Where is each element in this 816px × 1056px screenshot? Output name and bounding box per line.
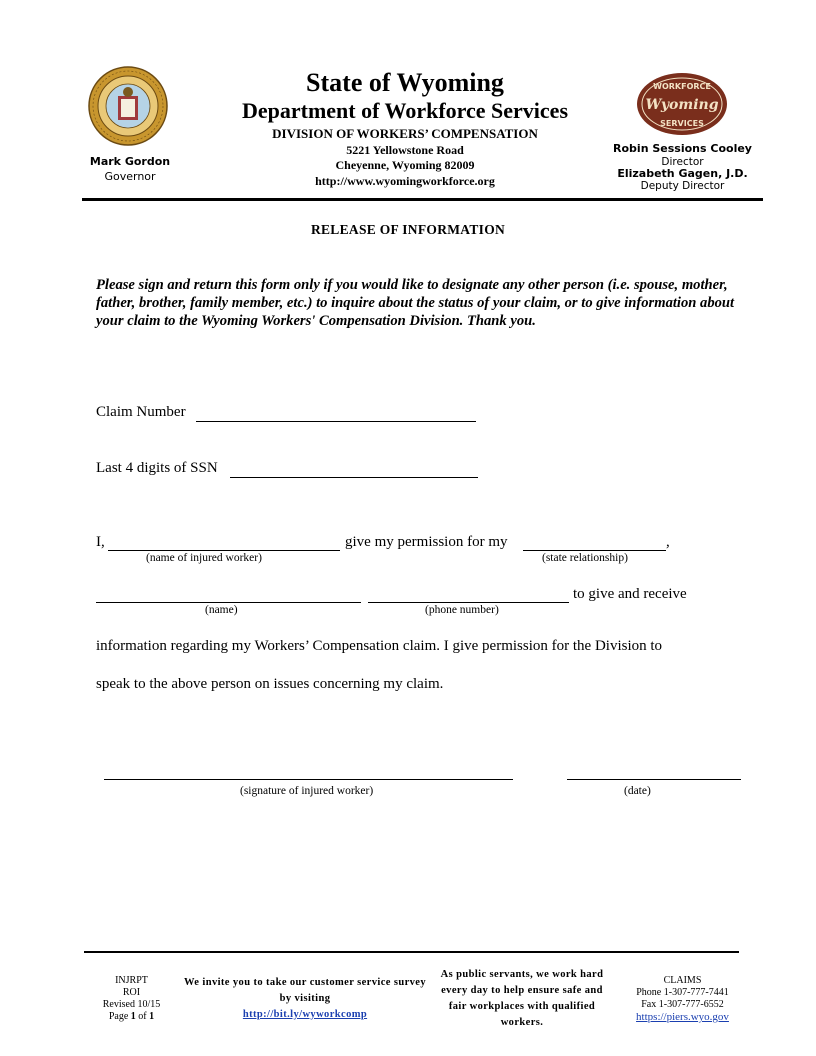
form-code-line-2: ROI <box>122 987 141 998</box>
page-total: 1 <box>149 1011 155 1022</box>
logo-text-mid: Wyoming <box>645 97 719 113</box>
website-link[interactable]: http://www.wyomingworkforce.org <box>315 174 495 188</box>
instructions-text: Please sign and return this form only if you would like to designate any other person (i.e. spouse, mother, father, brother, family member, etc.) to inquire about the status of your claim, or to give information about your claim to the Wyoming Workers' Compensation Division. Thank you. <box>96 277 735 329</box>
permission-paragraph-line-1: information regarding my Workers’ Compensation claim. I give permission for the Division to <box>96 638 663 654</box>
director-title: Director <box>661 156 704 168</box>
governor-title: Governor <box>104 170 156 183</box>
seal-icon <box>88 66 168 146</box>
address-line-1: 5221 Yellowstone Road <box>346 143 464 157</box>
division-name: DIVISION OF WORKERS’ COMPENSATION <box>272 126 538 141</box>
footer-divider <box>84 951 739 953</box>
address-line-2: Cheyenne, Wyoming 82009 <box>335 158 475 172</box>
permission-text: give my permission for my <box>345 534 508 550</box>
ssn-field[interactable] <box>230 477 478 478</box>
workforce-services-logo <box>636 72 728 136</box>
form-code-block <box>84 975 179 1023</box>
director-name: Robin Sessions Cooley <box>613 142 752 155</box>
survey-text: We invite you to take our customer service survey by visiting <box>183 977 426 1004</box>
date-caption: (date) <box>624 785 651 797</box>
i-label: I, <box>96 534 105 550</box>
permission-paragraph-line-2: speak to the above person on issues concerning my claim. <box>96 676 444 692</box>
form-revised: Revised 10/15 <box>102 999 161 1010</box>
injured-worker-name-field[interactable] <box>108 550 340 551</box>
claims-fax: Fax 1-307-777-6552 <box>641 999 724 1010</box>
designee-name-field[interactable] <box>96 602 361 603</box>
claims-title: CLAIMS <box>663 975 702 986</box>
claims-link[interactable]: https://piers.wyo.gov <box>636 1011 729 1023</box>
page-of: of <box>138 1011 147 1022</box>
state-seal-logo <box>88 66 168 146</box>
claims-contact-block <box>620 975 745 1023</box>
name-injured-worker-caption: (name of injured worker) <box>146 552 262 564</box>
phone-number-caption: (phone number) <box>425 604 499 616</box>
workforce-logo-icon <box>636 72 728 136</box>
form-title: RELEASE OF INFORMATION <box>310 222 506 237</box>
signature-field[interactable] <box>104 779 513 780</box>
page-title: State of Wyoming <box>306 68 504 97</box>
designee-phone-field[interactable] <box>368 602 569 603</box>
department-name: Department of Workforce Services <box>241 98 569 123</box>
date-field[interactable] <box>567 779 741 780</box>
page-label: Page <box>108 1011 129 1022</box>
name-caption: (name) <box>205 604 238 616</box>
form-code-line-1: INJRPT <box>115 975 148 986</box>
deputy-director-title: Deputy Director <box>640 180 725 192</box>
survey-link[interactable]: http://bit.ly/wyworkcomp <box>242 1009 368 1020</box>
public-servants-statement: As public servants, we work hard every day to help ensure safe and fair workplaces with qualified workers. <box>440 969 604 1028</box>
logo-text-bottom: SERVICES <box>660 119 704 128</box>
header-divider <box>82 198 763 201</box>
logo-text-top: WORKFORCE <box>653 82 711 91</box>
signature-caption: (signature of injured worker) <box>240 785 374 797</box>
claim-number-field[interactable] <box>196 421 476 422</box>
ssn-label: Last 4 digits of SSN <box>96 460 218 476</box>
governor-name: Mark Gordon <box>89 155 171 168</box>
comma-text: , <box>666 534 670 550</box>
claim-number-label: Claim Number <box>96 404 186 420</box>
page-indicator <box>84 1011 179 1023</box>
deputy-director-name: Elizabeth Gagen, J.D. <box>617 167 748 180</box>
claims-phone: Phone 1-307-777-7441 <box>636 987 729 998</box>
survey-invitation <box>180 975 430 1023</box>
page-number: 1 <box>130 1011 136 1022</box>
state-relationship-caption: (state relationship) <box>542 552 628 564</box>
state-relationship-field[interactable] <box>523 550 666 551</box>
give-receive-text: to give and receive <box>573 586 687 602</box>
